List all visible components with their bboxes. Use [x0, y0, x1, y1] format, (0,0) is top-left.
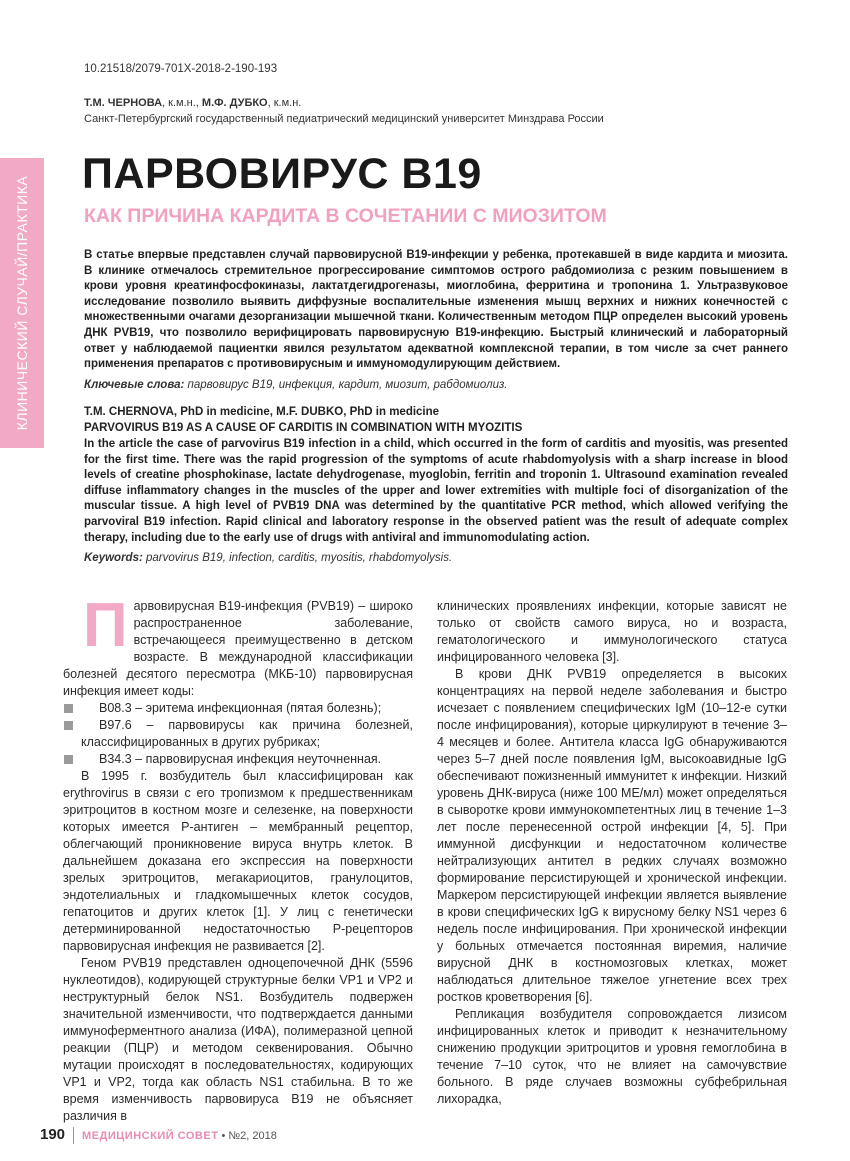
authors	[84, 97, 301, 109]
intro-paragraph	[63, 591, 413, 700]
keywords-en-label: Keywords:	[84, 552, 143, 564]
keywords-en	[84, 552, 788, 564]
list-item: В97.6 – парвовирусы как причина болезней, классифицированных в других рубриках;	[63, 717, 413, 751]
english-authors: T.M. CHERNOVA, PhD in medicine, M.F. DUBKO, PhD in medicine	[84, 406, 440, 418]
author2-degree: , к.м.н.	[267, 97, 302, 109]
intro-text: арвовирусная В19-инфекция (PVB19) – широко распространенное заболевание, встречающееся преимущественно в детском возрасте. В международной классификации болезней десятого пересмотра (МКБ-10) парвовирусная инфекция имеет коды:	[63, 599, 413, 698]
english-title: PARVOVIRUS B19 AS A CAUSE OF CARDITIS IN COMBINATION WITH MYOZITIS	[84, 422, 523, 434]
keywords-en-text: parvovirus B19, infection, carditis, myositis, rhabdomyolysis.	[142, 552, 453, 564]
body-column-right	[437, 598, 787, 1108]
journal-name: МЕДИЦИНСКИЙ СОВЕТ	[82, 1130, 219, 1142]
author1-name: Т.М. ЧЕРНОВА	[84, 97, 163, 109]
footer-divider	[73, 1127, 74, 1144]
list-item: В34.3 – парвовирусная инфекция неуточненная.	[63, 751, 413, 768]
keywords-ru-label: Ключевые слова:	[84, 379, 185, 391]
body-column-left	[63, 591, 413, 1125]
keywords-ru-text: парвовирус В19, инфекция, кардит, миозит, рабдомиолиз.	[184, 379, 508, 391]
body-paragraph: В 1995 г. возбудитель был классифицирован как erythrovirus в связи с его тропизмом к предшественникам эритроцитов в костном мозге и селезенке, на поверхности которых имеется Р-антиген – мембранный рецептор, облегчающий проникновение вируса внутрь клеток. В дальнейшем доказана его экспрессия на поверхности зрелых эритроцитов, мегакариоцитов, гранулоцитов, эндотелиальных и гладкомышечных клеток сосудов, гепатоцитов и других клеток [1]. У лиц с генетически детерминированной недостаточностью Р-рецепторов парвовирусная инфекция не развивается [2].	[63, 769, 413, 953]
page-footer	[40, 1126, 277, 1144]
body-paragraph: Репликация возбудителя сопровождается лизисом инфицированных клеток и приводит к незначительному снижению продукции эритроцитов и уровня гемоглобина в течение 7–10 суток, что не влияет на самочувствие больного. В ряде случаев возможны субфебрильная лихорадка,	[437, 1007, 787, 1106]
issue-info: • №2, 2018	[218, 1130, 277, 1142]
section-tab	[0, 158, 44, 448]
page-number: 190	[40, 1126, 66, 1143]
author1-degree: , к.м.н.,	[162, 97, 202, 109]
author2-name: М.Ф. ДУБКО	[201, 97, 268, 109]
keywords-ru	[84, 379, 788, 391]
abstract-en: In the article the case of parvovirus B19 infection in a child, which occurred in the form of carditis and myositis, was presented for the first time. There was the rapid progression of the symptoms of acute rhabdomyolysis with a sharp increase in blood levels of creatine phosphokinase, lactate dehydrogenase, myoglobin, ferritin and troponin 1. Ultrasound examination revealed diffuse inflammatory changes in the muscles of the upper and lower extremities with multiple foci of disorganization of the muscular tissue. A high level of PVB19 DNA was determined by the quantitative PCR method, which allowed verifying the parvoviral B19 infection. Rapid clinical and laboratory response in the observed patient was the result of adequate complex therapy, including due to the early use of drugs with antiviral and immunomodulating action.	[84, 438, 788, 544]
body-paragraph: Геном PVB19 представлен одноцепочечной ДНК (5596 нуклеотидов), кодирующей структурные белки VP1 и VP2 и неструктурный белок NS1. Возбудитель подвержен значительной изменчивости, что подтверждается данными иммуноферментного анализа (ИФА), полимеразной цепной реакции (ПЦР) и методом секвенирования. Обычно мутации происходят в последовательностях, кодирующих VP1 и VP2, тогда как область NS1 стабильна. В то же время изменчивость парвовируса В19 не объясняет различия в	[63, 956, 413, 1123]
article-subtitle: КАК ПРИЧИНА КАРДИТА В СОЧЕТАНИИ С МИОЗИТОМ	[84, 205, 607, 227]
list-item: В08.3 – эритема инфекционная (пятая болезнь);	[63, 700, 413, 717]
abstract-ru: В статье впервые представлен случай парвовирусной В19-инфекции у ребенка, протекавшей в виде кардита и миозита. В клинике отмечалось стремительное прогрессирование симптомов острого рабдомиолиза с резким повышением в крови уровня креатинфосфокиназы, лактатдегидрогеназы, миоглобина, ферритина и тропонина 1. Ультразвуковое исследование позволило выявить диффузные воспалительные изменения мышц верхних и нижних конечностей с множественными очагами дезорганизации мышечной ткани. Количественным методом ПЦР определен высокий уровень ДНК PVB19, что позволило верифицировать парвовирусную В19-инфекцию. Быстрый клинический и лабораторный ответ у наблюдаемой пациентки явился результатом адекватной комплексной терапии, в том числе за счет раннего применения препаратов с противовирусным и иммуномодулирующим действием.	[84, 249, 788, 371]
body-paragraph: клинических проявлениях инфекции, которые зависят не только от свойств самого вируса, но и возраста, гематологического и иммунологического статуса инфицированного человека [3].	[437, 599, 787, 664]
affiliation: Санкт-Петербургский государственный педиатрический медицинский университет Минздрава России	[84, 113, 604, 125]
body-paragraph: В крови ДНК PVB19 определяется в высоких концентрациях на первой неделе заболевания и быстро исчезает с появлением специфических IgM (10–12-е сутки после инфицирования), которые циркулируют в течение 3–4 месяцев и более. Антитела класса IgG обнаруживаются через 5–7 дней после появления IgM, высокоавидные IgG обеспечивают пожизненный иммунитет к инфекции. Низкий уровень ДНК-вируса (ниже 100 МЕ/мл) может определяться в сыворотке крови иммунокомпетентных лиц в течение 1–3 лет после перенесенной острой инфекции [4, 5]. При иммунной дисфункции и недостаточном количестве нейтрализующих антител в редких случаях возможно формирование персистирующей и хронической инфекции. Маркером персистирующей инфекции является выявление в крови специфических IgG к вирусному белку NS1 через 6 недель после инфицирования. При хронической инфекции у больных отмечается постоянная виремия, наличие вирусной ДНК в костномозговых клетках, может наблюдаться длительное тяжелое угнетение всех трех ростков кроветворения [6].	[437, 667, 787, 1004]
doi: 10.21518/2079-701X-2018-2-190-193	[84, 63, 278, 75]
article-title: ПАРВОВИРУС В19	[82, 150, 482, 198]
drop-cap: П	[83, 591, 128, 660]
section-tab-label: КЛИНИЧЕСКИЙ СЛУЧАЙ/ПРАКТИКА	[14, 175, 30, 431]
